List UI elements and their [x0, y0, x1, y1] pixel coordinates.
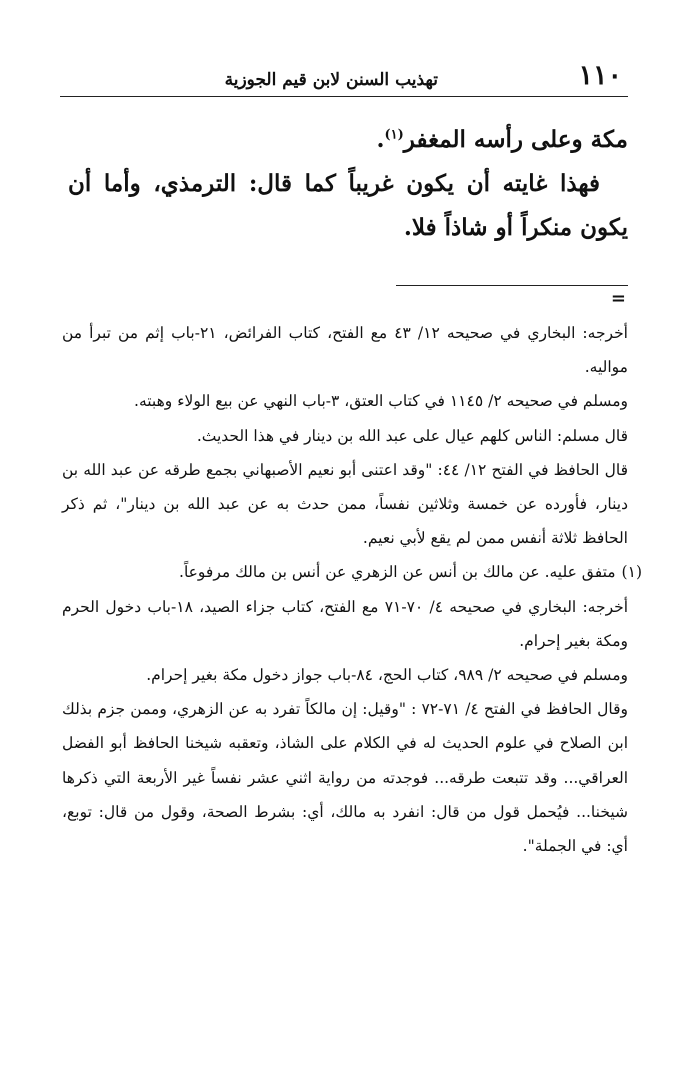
footnote-number: (١) [621, 563, 642, 582]
footnote-entry: وقال الحافظ في الفتح ٤/ ٧١-٧٢ : "وقيل: إن مالكاً تفرد به عن الزهري، وممن جزم بذلك ابن الصلاح في علوم الحديث له في الكلام على الشاذ، وتعقبه شيخنا الحافظ أبو الفضل العراقي... وقد تتبعت طرقه... فوجدته من رواية اثني عشر نفساً غير الأربعة التي ذكرها شيخنا... فيُحمل قول من قال: انفرد به مالك، أي: بشرط الصحة، وقول من قال: توبع، أي: في الجملة". [62, 700, 628, 856]
footnote-entry: قال الحافظ في الفتح ١٢/ ٤٤: "وقد اعتنى أبو نعيم الأصبهاني بجمع طرقه عن عبد الله بن دينار، فأورده عن خمسة وثلاثين نفساً، ممن حدث به عن عبد الله بن دينار"، ثم ذكر الحافظ ثلاثة أنفس ممن لم يقع لأبي نعيم. [62, 460, 628, 548]
footnote-entry: أخرجه: البخاري في صحيحه ٤/ ٧٠-٧١ مع الفتح، كتاب جزاء الصيد، ١٨-باب دخول الحرم ومكة بغير إحرام. [62, 597, 629, 650]
page-number: ١١٠ [578, 60, 622, 91]
main-paragraph-2: فهذا غايته أن يكون غريباً كما قال: الترمذي، وأما أن يكون منكراً أو شاذاً فلا. [68, 170, 628, 241]
footnote-entry: أخرجه: البخاري في صحيحه ١٢/ ٤٣ مع الفتح، كتاب الفرائض، ٢١-باب إثم من تبرأ من مواليه. [62, 324, 628, 377]
main-line-1-text: مكة وعلى رأسه المغفر [403, 126, 628, 153]
footnote-reference: (١) [384, 127, 404, 143]
footnotes [62, 316, 642, 863]
footnote-continuation-mark: = [610, 288, 626, 309]
footnote-entry: قال مسلم: الناس كلهم عيال على عبد الله بن دينار في هذا الحديث. [196, 426, 628, 445]
footnote-1-text: متفق عليه. عن مالك بن أنس عن الزهري عن أنس بن مالك مرفوعاً. [179, 563, 616, 582]
footnote-entry: ومسلم في صحيحه ٢/ ١١٤٥ في كتاب العتق، ٣-باب النهي عن بيع الولاء وهبته. [134, 392, 628, 411]
page-header [60, 62, 628, 97]
running-title: تهذيب السنن لابن قيم الجوزية [224, 70, 438, 90]
main-text [68, 118, 628, 250]
footnote-separator [396, 285, 628, 286]
footnote-entry: ومسلم في صحيحه ٢/ ٩٨٩، كتاب الحج، ٨٤-باب جواز دخول مكة بغير إحرام. [146, 666, 628, 685]
footnote-1-header [62, 555, 642, 589]
main-line-1-end: . [376, 126, 385, 153]
main-line-1 [68, 118, 628, 162]
